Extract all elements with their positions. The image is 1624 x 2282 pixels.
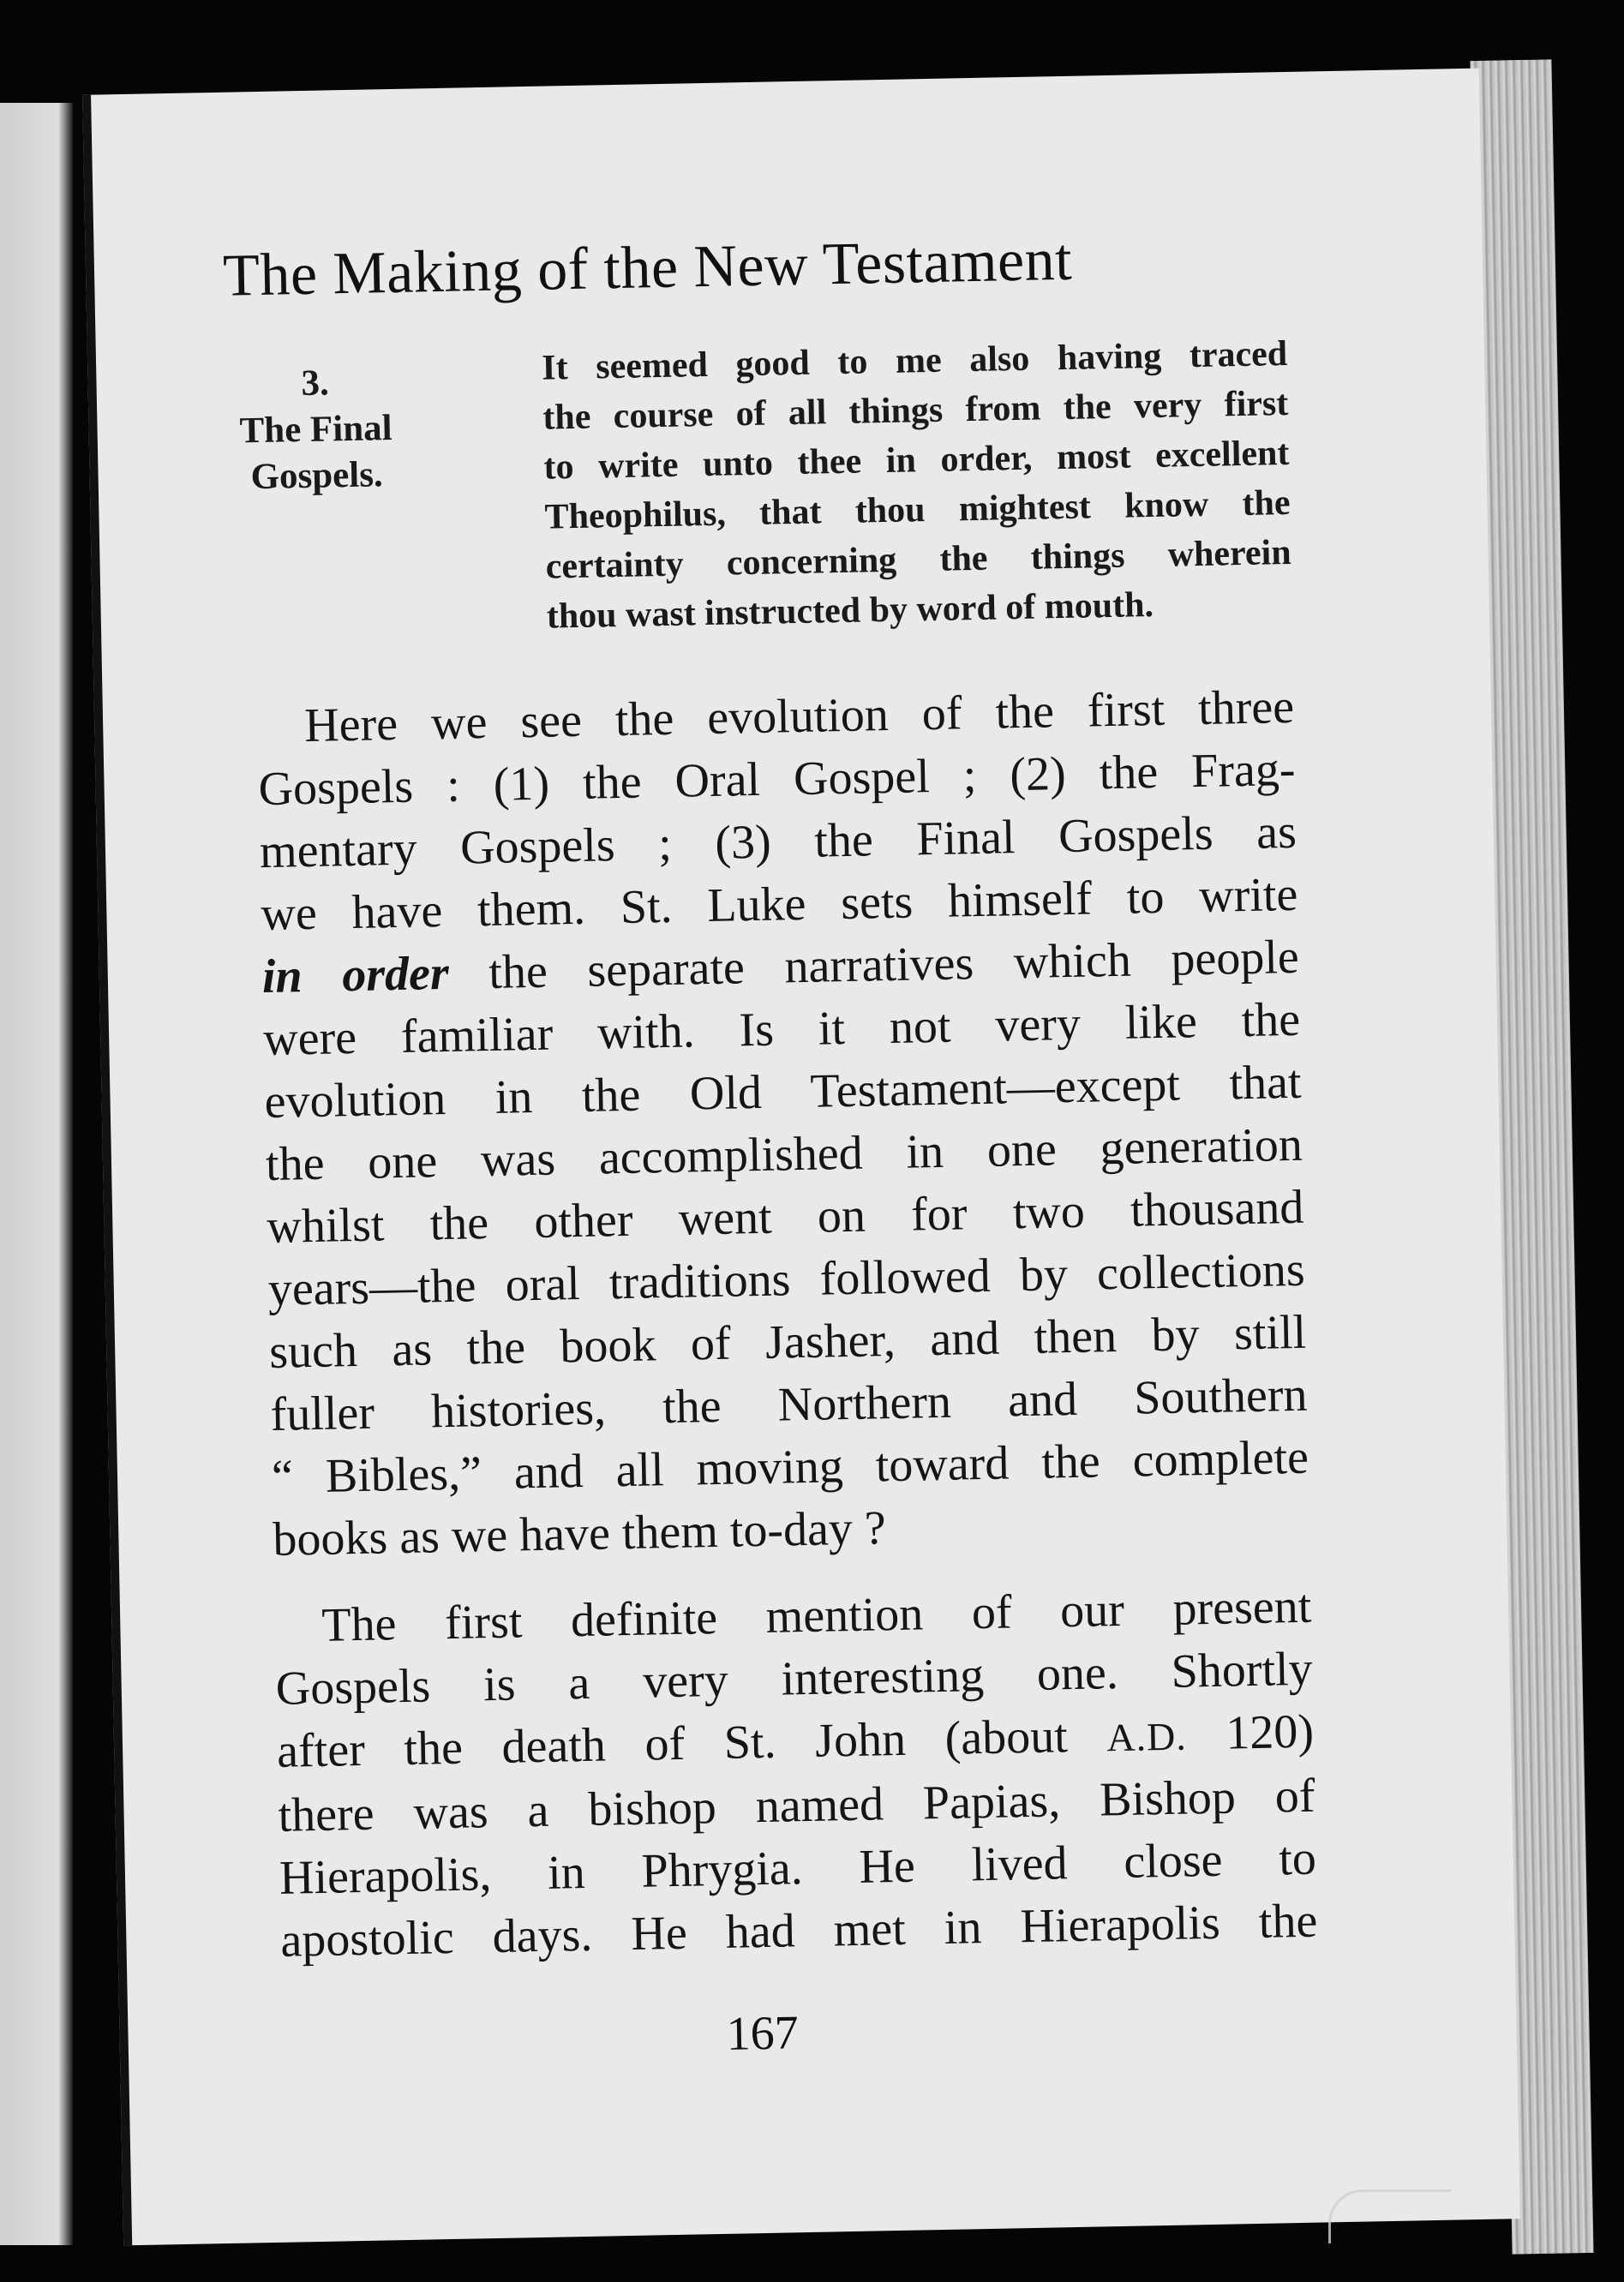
text-line: The first definite mention of our present [321, 1579, 1312, 1652]
text-line: Gospels is a very interesting one. Shortly [275, 1642, 1314, 1716]
text-line: mentary Gospels ; (3) the Final Gospels as [259, 805, 1297, 879]
paragraph-papias [274, 1576, 1318, 1973]
text-span: 120) [1186, 1704, 1315, 1761]
epigraph-quote [542, 329, 1293, 642]
quote-line: It seemed good to me also having traced [541, 333, 1288, 388]
quote-line: Theophilus, that thou mightest know the [544, 482, 1291, 537]
facing-page-edge [0, 103, 73, 2245]
text-line: such as the book of Jasher, and then by still [268, 1305, 1307, 1379]
text-line: Hierapolis, in Phrygia. He lived close to [279, 1831, 1317, 1905]
text-line: Here we see the evolution of the first three [303, 680, 1295, 753]
text-span: the separate narratives which people [448, 930, 1300, 1000]
text-line: the one was accomplished in one generation [265, 1117, 1303, 1191]
text-line: evolution in the Old Testament—except that [264, 1055, 1303, 1129]
text-line: books as we have them to-day ? [272, 1501, 887, 1566]
text-line: years—the oral traditions followed by collections [267, 1243, 1306, 1316]
margin-note-line: Gospels. [250, 454, 384, 498]
quote-line: to write unto thee in order, most excellent [543, 433, 1290, 488]
era-abbreviation: A.D. [1106, 1714, 1188, 1760]
text-line: fuller histories, the Northern and Southern [270, 1368, 1309, 1441]
page-number: 167 [726, 2006, 800, 2061]
quote-line: thou wast instructed by word of mouth. [546, 584, 1154, 637]
running-head: The Making of the New Testament [222, 226, 1073, 309]
text-line: Gospels : (1) the Oral Gospel ; (2) the Frag- [258, 742, 1297, 817]
margin-note-number: 3. [300, 362, 330, 404]
margin-note [225, 359, 407, 501]
book-page [82, 69, 1520, 2246]
margin-note-line: The Final [239, 408, 393, 452]
text-line: apostolic days. He had met in Hierapolis the [279, 1894, 1318, 1968]
italic-emphasis: in order [261, 946, 450, 1004]
text-span: after the death of St. John (about [276, 1709, 1107, 1778]
text-line: there was a bishop named Papias, Bishop of [278, 1769, 1316, 1842]
quote-line: the course of all things from the very first [542, 383, 1289, 438]
text-line: whilst the other went on for two thousand [266, 1180, 1304, 1254]
text-line: “ Bibles,” and all moving toward the complete [271, 1430, 1309, 1504]
text-line: were familiar with. Is it not very like the [262, 992, 1301, 1067]
paragraph-evolution [257, 676, 1310, 1572]
text-line: we have them. St. Luke sets himself to write [260, 867, 1298, 942]
scan-artifact [1328, 2189, 1451, 2243]
quote-line: certainty concerning the things wherein [545, 532, 1292, 587]
